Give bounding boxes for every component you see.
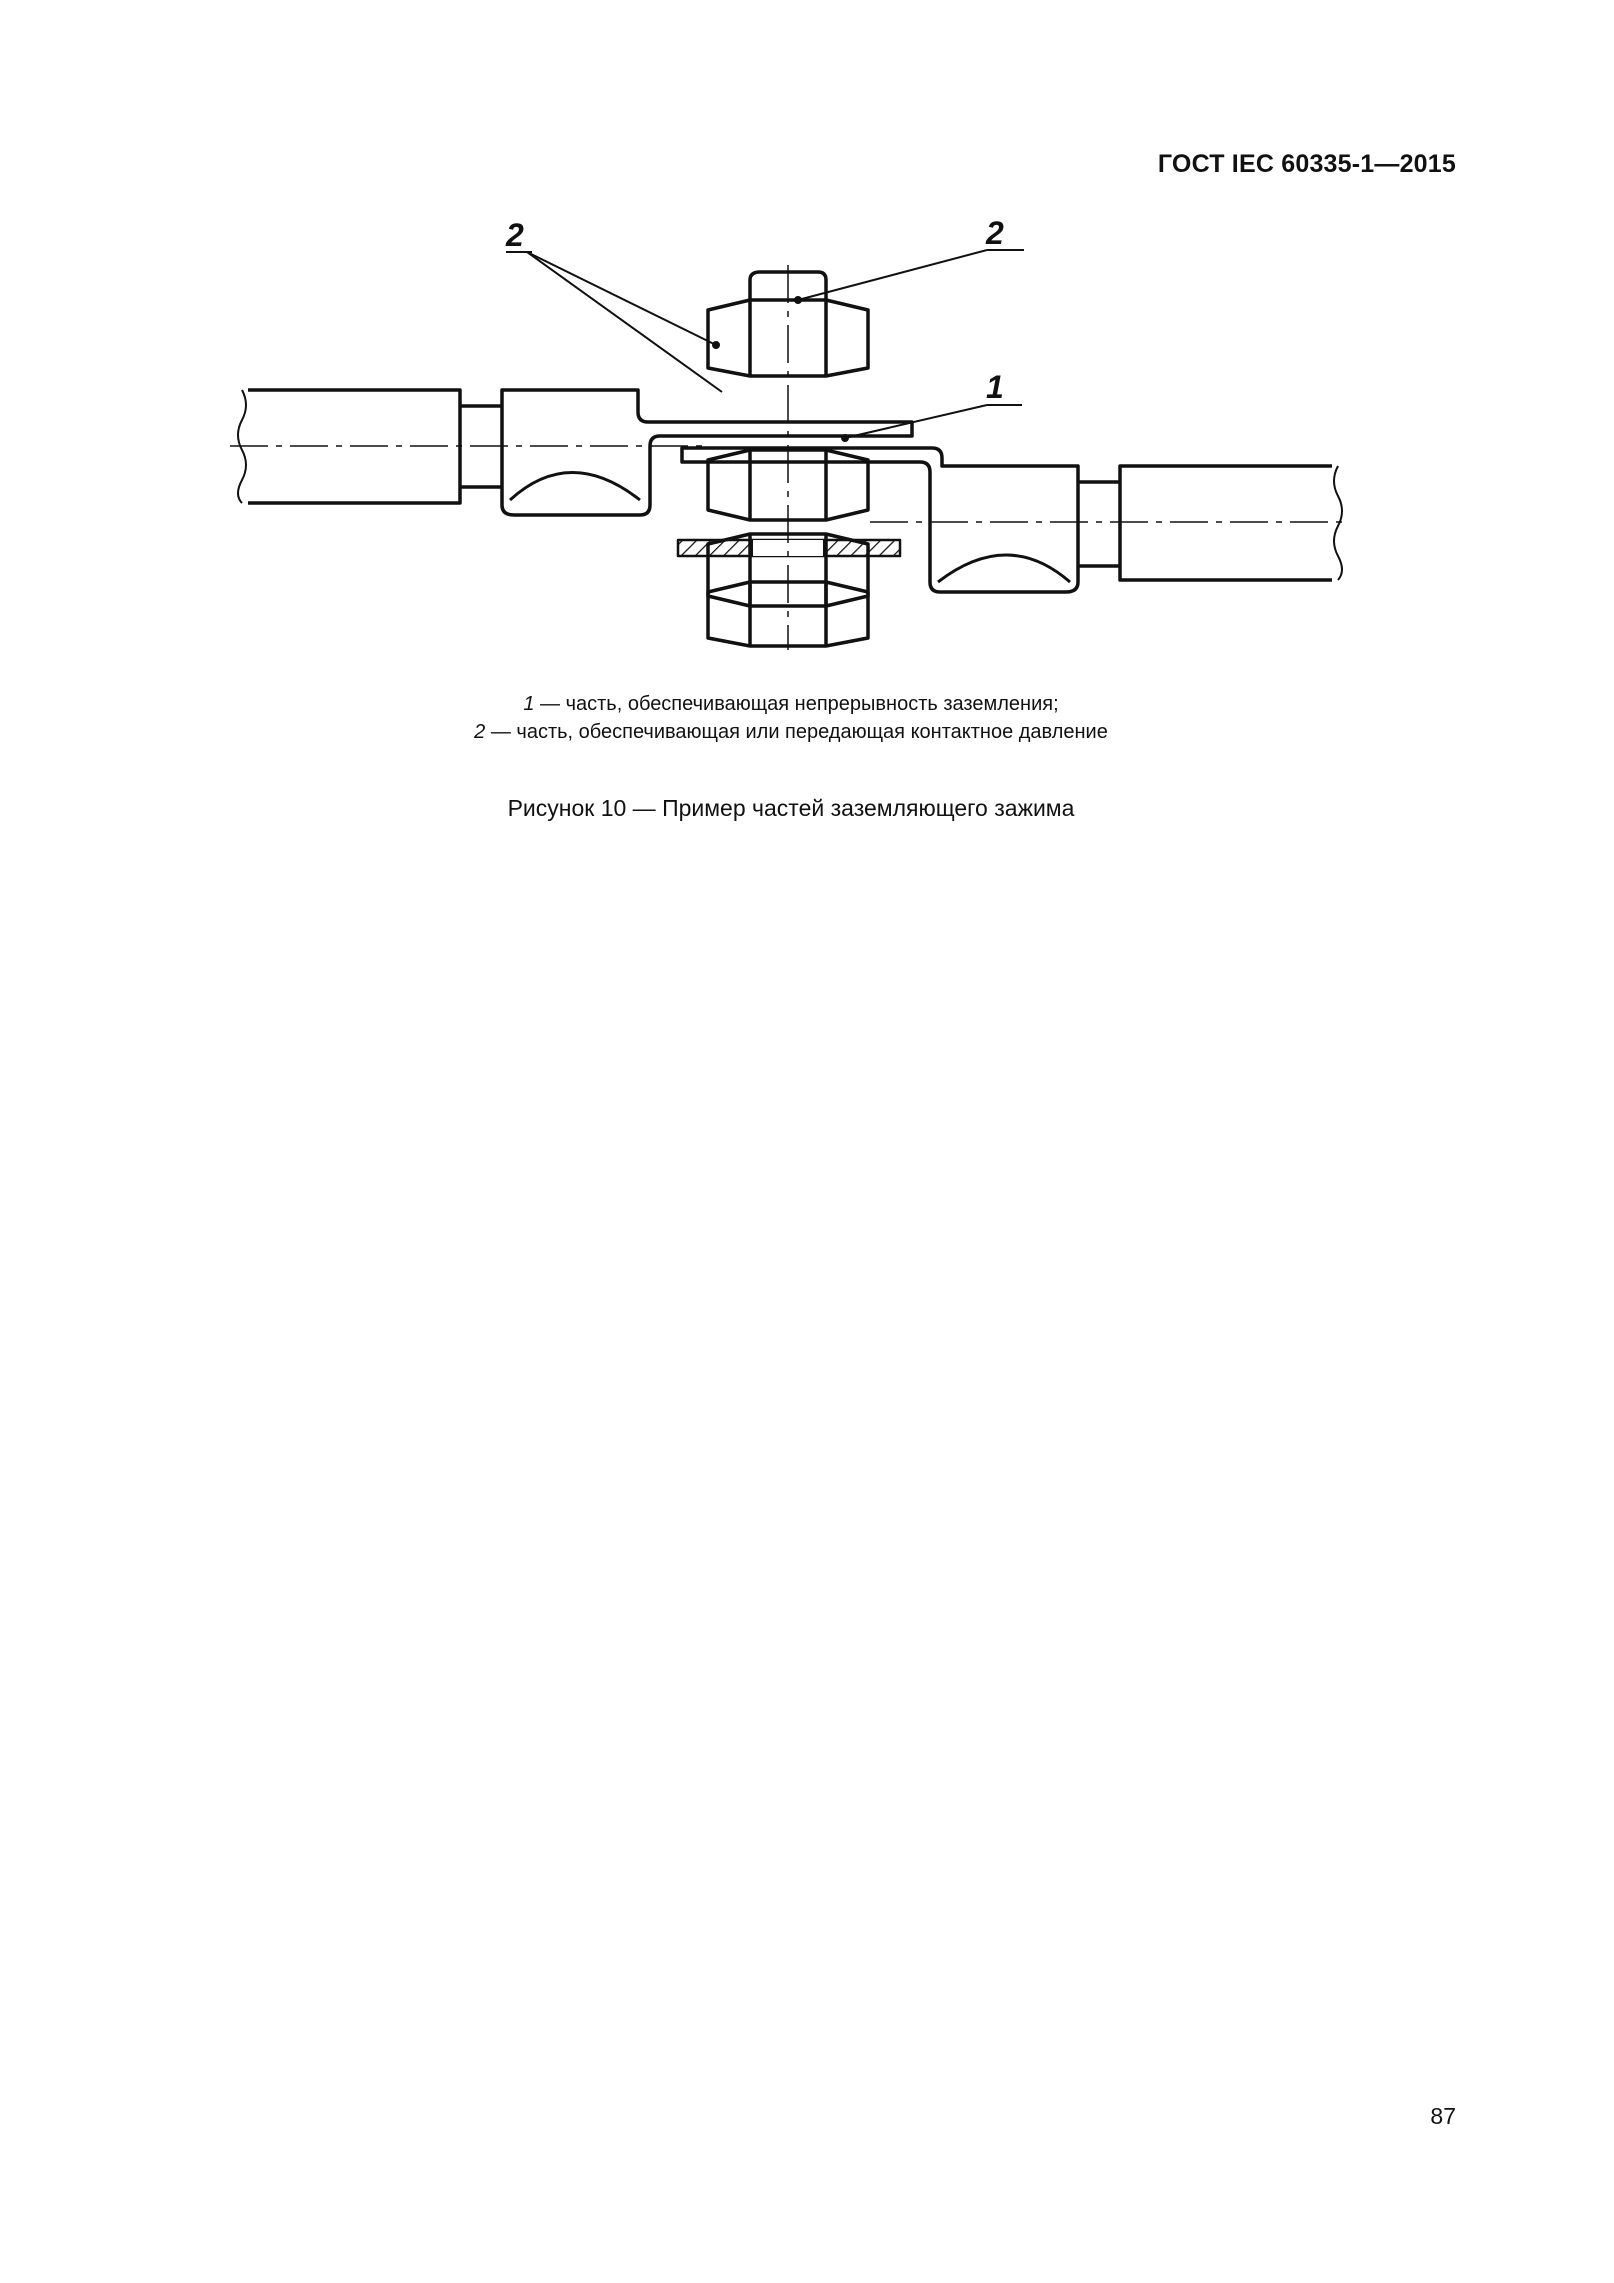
figure-legend bbox=[0, 690, 1582, 746]
legend-item-2: 2 — часть, обеспечивающая или передающая контактное давление bbox=[474, 721, 1108, 743]
callout-1: 1 bbox=[986, 369, 1004, 405]
callout-2-right: 2 bbox=[986, 215, 1004, 251]
grounding-clamp-figure bbox=[220, 210, 1370, 650]
left-cable bbox=[238, 390, 912, 515]
grounding-clamp-drawing bbox=[220, 210, 1370, 650]
bolt-assembly bbox=[678, 272, 900, 646]
callout-2-left: 2 bbox=[506, 217, 524, 253]
legend-item-1: 1 — часть, обеспечивающая непрерывность заземления; bbox=[523, 693, 1059, 715]
leader-lines bbox=[506, 250, 1024, 441]
document-header: ГОСТ IEC 60335-1—2015 bbox=[1157, 150, 1456, 178]
figure-caption: Рисунок 10 — Пример частей заземляющего зажима bbox=[507, 795, 1075, 821]
page-number: 87 bbox=[1430, 2103, 1456, 2129]
center-lines bbox=[230, 265, 1348, 650]
